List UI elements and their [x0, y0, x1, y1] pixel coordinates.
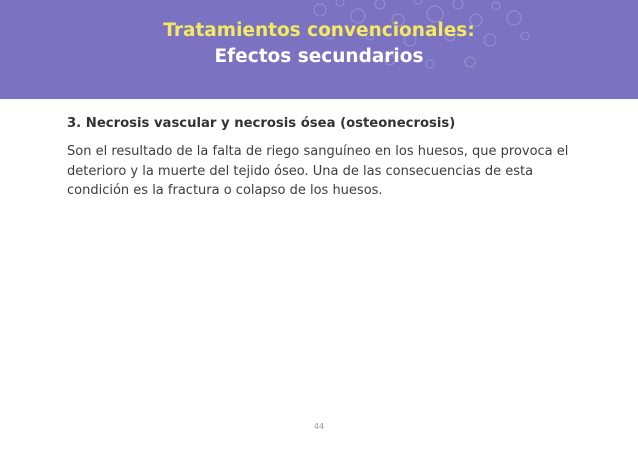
page-number: 44	[313, 422, 325, 431]
page-title	[0, 18, 638, 70]
main-content	[67, 114, 577, 201]
section-heading: 3. Necrosis vascular y necrosis ósea (osteonecrosis)	[67, 116, 456, 131]
title-line-1: Tratamientos convencionales:	[163, 20, 475, 41]
body-paragraph: Son el resultado de la falta de riego sanguíneo en los huesos, que provoca el deterioro y la muerte del tejido óseo. Una de las consecuencias de esta condición es la fractura o colapso de los huesos.	[67, 144, 569, 198]
header-banner	[0, 0, 638, 99]
title-line-2: Efectos secundarios	[214, 46, 424, 67]
